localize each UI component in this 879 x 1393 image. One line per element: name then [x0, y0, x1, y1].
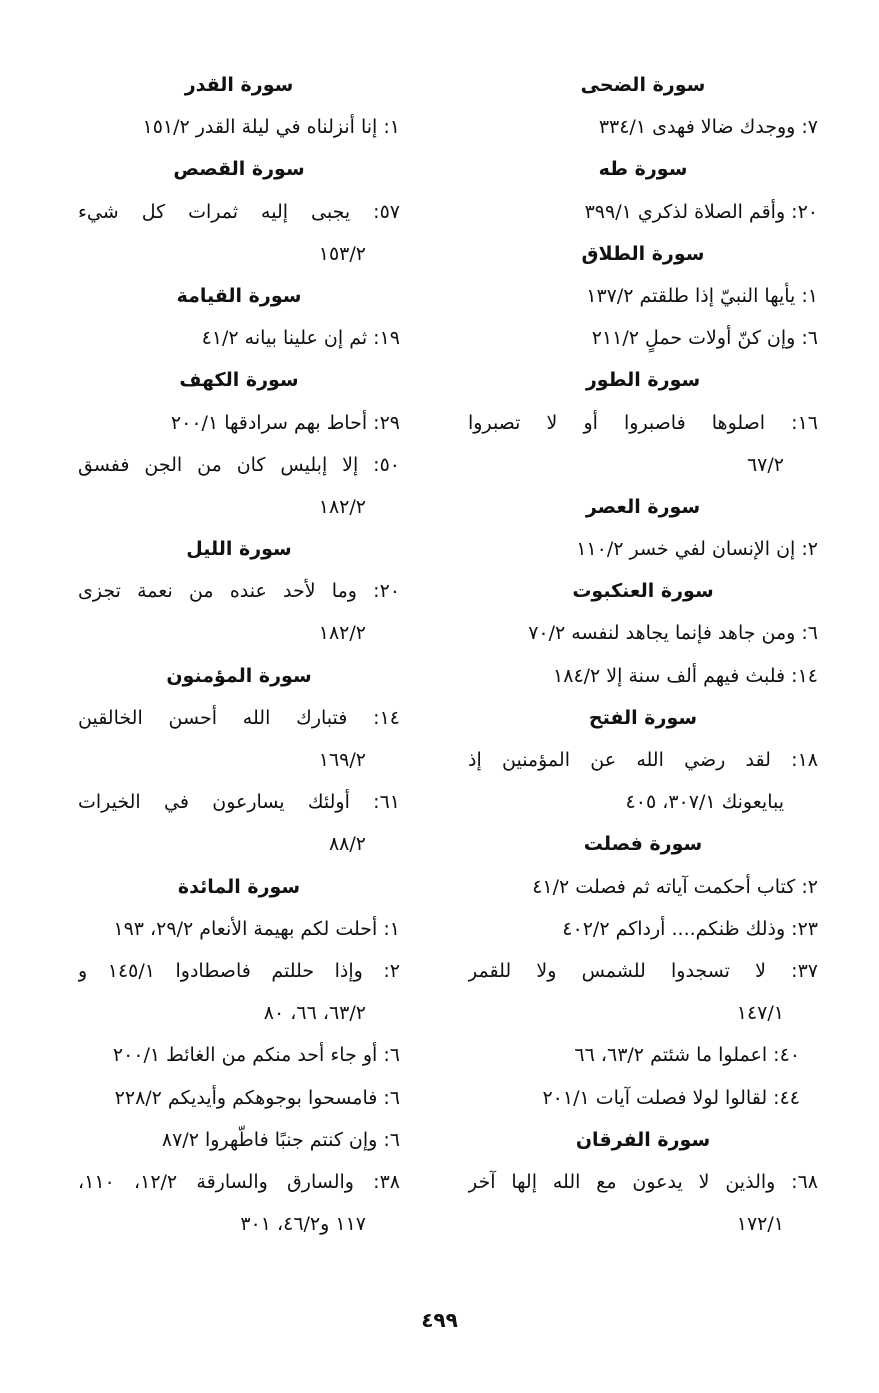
surah-heading: سورة الفرقان — [575, 1128, 711, 1151]
verse-reference-continuation: ٦٧/٢ — [746, 453, 784, 476]
surah-heading: سورة القصص — [173, 158, 305, 181]
verse-reference-continuation: ٨٨/٢ — [328, 833, 366, 856]
verse-entry: ٦٨: والذين لا يدعون مع الله إلها آخر — [468, 1170, 818, 1193]
verse-entry: ١: إنا أنزلناه في ليلة القدر ١٥١/٢ — [142, 116, 400, 139]
surah-heading: سورة الفتح — [588, 706, 698, 729]
verse-entry: ٦: أو جاء أحد منكم من الغائط ٢٠٠/١ — [112, 1044, 400, 1067]
verse-entry: ٢٣: وذلك ظنكم.... أرداكم ٤٠٢/٢ — [562, 917, 818, 940]
verse-entry: ١٦: اصلوها فاصبروا أو لا تصبروا — [468, 411, 818, 434]
verse-entry: ٦: فامسحوا بوجوهكم وأيديكم ٢٢٨/٢ — [114, 1086, 400, 1109]
verse-entry: ٦١: أولئك يسارعون في الخيرات — [78, 791, 400, 814]
surah-heading: سورة المائدة — [177, 875, 301, 898]
verse-entry: ٤٠: اعملوا ما شئتم ٦٣/٢، ٦٦ — [574, 1044, 800, 1067]
surah-heading: سورة الضحى — [580, 74, 706, 96]
verse-entry: ١: يأيها النبيّ إذا طلقتم ١٣٧/٢ — [586, 284, 818, 307]
index-column-left — [78, 64, 400, 1245]
surah-heading: سورة فصلت — [583, 833, 703, 856]
verse-entry: ١٨: لقد رضي الله عن المؤمنين إذ — [468, 749, 818, 771]
verse-entry: ٤٤: لقالوا لولا فصلت آيات ٢٠١/١ — [542, 1086, 800, 1109]
page-number: ٤٩٩ — [421, 1308, 458, 1332]
verse-reference-continuation: ١٨٢/٢ — [318, 495, 366, 518]
surah-heading: سورة المؤمنون — [166, 664, 312, 687]
verse-entry: ٢٠: وما لأحد عنده من نعمة تجزى — [78, 580, 400, 603]
index-column-right — [468, 64, 818, 1245]
surah-heading: سورة الكهف — [179, 369, 299, 392]
surah-heading: سورة القدر — [184, 74, 294, 96]
verse-reference-continuation: ١٦٩/٢ — [318, 749, 366, 771]
verse-reference-continuation: ١٤٧/١ — [736, 1002, 784, 1025]
verse-reference-continuation: ١٨٢/٢ — [318, 622, 366, 645]
verse-reference-continuation: ١٥٣/٢ — [318, 242, 366, 265]
verse-reference-continuation: ٦٣/٢، ٦٦، ٨٠ — [263, 1002, 366, 1025]
verse-entry: ٦: وإن كنتم جنبًا فاطّهروا ٨٧/٢ — [161, 1128, 400, 1151]
verse-entry: ٦: ومن جاهد فإنما يجاهد لنفسه ٧٠/٢ — [528, 622, 818, 645]
verse-entry: ٧: ووجدك ضالا فهدى ٣٣٤/١ — [598, 116, 818, 139]
verse-reference-continuation: ١٧٢/١ — [736, 1213, 784, 1236]
verse-reference-continuation: يبايعونك ٣٠٧/١، ٤٠٥ — [625, 791, 784, 814]
verse-entry: ١: أحلت لكم بهيمة الأنعام ٢٩/٢، ١٩٣ — [113, 917, 400, 940]
surah-heading: سورة الليل — [186, 538, 292, 561]
verse-entry: ٢٩: أحاط بهم سرادقها ٢٠٠/١ — [170, 411, 400, 434]
surah-heading: سورة القيامة — [176, 284, 302, 307]
verse-entry: ٦: وإن كنّ أولات حملٍ ٢١١/٢ — [591, 327, 818, 350]
surah-heading: سورة طه — [598, 158, 688, 181]
verse-entry: ١٩: ثم إن علينا بيانه ٤١/٢ — [201, 327, 400, 350]
verse-entry: ٣٧: لا تسجدوا للشمس ولا للقمر — [468, 959, 818, 982]
verse-entry: ١٤: فتبارك الله أحسن الخالقين — [78, 706, 400, 729]
verse-reference-continuation: ١١٧ و٤٦/٢، ٣٠١ — [240, 1213, 366, 1236]
surah-heading: سورة العنكبوت — [572, 580, 714, 603]
surah-heading: سورة الطور — [585, 369, 701, 392]
surah-heading: سورة الطلاق — [581, 242, 705, 265]
verse-entry: ٥٧: يجبى إليه ثمرات كل شيء — [78, 200, 400, 223]
verse-entry: ٢: إن الإنسان لفي خسر ١١٠/٢ — [576, 538, 818, 561]
verse-entry: ٥٠: إلا إبليس كان من الجن ففسق — [78, 453, 400, 476]
verse-entry: ٣٨: والسارق والسارقة ١٢/٢، ١١٠، — [78, 1170, 400, 1193]
verse-entry: ١٤: فلبث فيهم ألف سنة إلا ١٨٤/٢ — [553, 664, 818, 687]
verse-entry: ٢٠: وأقم الصلاة لذكري ٣٩٩/١ — [584, 200, 818, 223]
verse-entry: ٢: وإذا حللتم فاصطادوا ١٤٥/١ و — [78, 959, 400, 982]
verse-entry: ٢: كتاب أحكمت آياته ثم فصلت ٤١/٢ — [532, 875, 818, 898]
surah-heading: سورة العصر — [585, 495, 701, 518]
